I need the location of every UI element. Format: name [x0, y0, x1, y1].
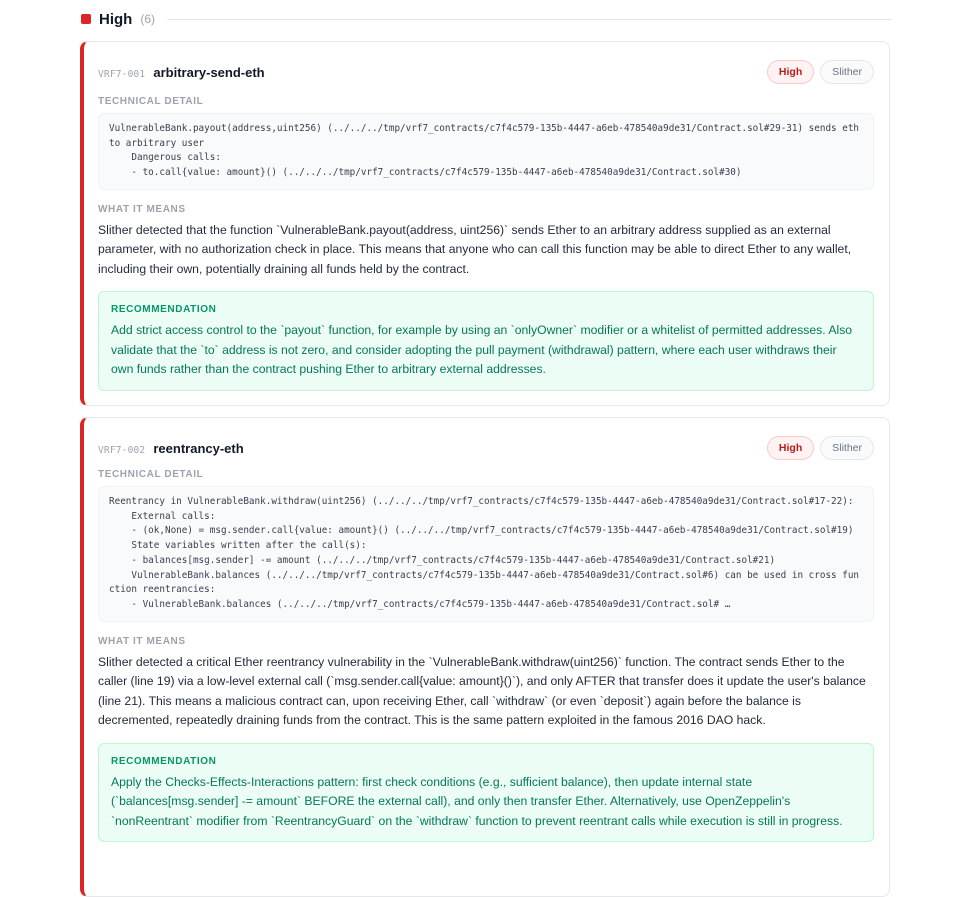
finding-header	[98, 42, 874, 102]
severity-color-indicator	[81, 14, 91, 24]
what-it-means-label: WHAT IT MEANS	[98, 203, 186, 215]
tool-badge: Slither	[820, 60, 874, 84]
what-it-means-text: Slither detected a critical Ether reentrancy vulnerability in the `VulnerableBank.withdraw(uint256)` function. The contract sends Ether to the caller (line 19) via a low-level external call (`msg.sender.call{value: amount}()`), and only AFTER that transfer does it update the user's balance (line 21). This means a malicious contract can, upon receiving Ether, call `withdraw` (or even `deposit`) again before the balance is decremented, repeatedly draining funds from the contract. This is the same pattern exploited in the famous 2016 DAO hack.	[98, 654, 866, 728]
technical-detail-code: Reentrancy in VulnerableBank.withdraw(uint256) (../../../tmp/vrf7_contracts/c7f4c579-135b-4447-a6eb-478540a9de31/Contract.sol#17-22): External calls: - (ok,None) = msg.sender.call{value: amount}() (../../../tmp/vrf7_contracts/c7f4c579-135b-4447-a6eb-478540a9de31/Contract.sol#19) State variables written after the call(s): - balances[msg.sender] -= amount (../../../tmp/vrf7_contracts/c7f4c579-135b-4447-a6eb-478540a9de31/Contract.sol#21) VulnerableBank.balances (../../../tmp/vrf7_contracts/c7f4c579-135b-4447-a6eb-478540a9de31/Contract.sol#6) can be used in cross function reentrancies: - VulnerableBank.balances (../../../tmp/vrf7_contracts/c7f4c579-135b-4447-a6eb-478540a9de31/Contract.sol# …	[98, 486, 874, 622]
recommendation-label: RECOMMENDATION	[111, 304, 217, 316]
section-divider	[167, 19, 891, 20]
recommendation-text: Apply the Checks-Effects-Interactions pattern: first check conditions (e.g., sufficient balance), then update internal state (`balances[msg.sender] -= amount` BEFORE the external call), and only then transfer Ether. Alternatively, use OpenZeppelin's `nonReentrant` modifier from `ReentrancyGuard` on the `withdraw` function to prevent reentrant calls while execution is still in progress.	[111, 774, 843, 828]
severity-section-header	[81, 8, 891, 30]
severity-badge: High	[767, 60, 814, 84]
finding-name: reentrancy-eth	[153, 440, 244, 456]
section-title: High	[99, 10, 133, 28]
technical-detail-label: TECHNICAL DETAIL	[98, 469, 204, 480]
technical-detail-code: VulnerableBank.payout(address,uint256) (../../../tmp/vrf7_contracts/c7f4c579-135b-4447-a6eb-478540a9de31/Contract.sol#29-31) sends eth to arbitrary user Dangerous calls: - to.call{value: amount}() (../../../tmp/vrf7_contracts/c7f4c579-135b-4447-a6eb-478540a9de31/Contract.sol#30)	[98, 113, 874, 190]
finding-card	[80, 417, 890, 897]
recommendation-text: Add strict access control to the `payout` function, for example by using an `onlyOwner` modifier or a whitelist of permitted addresses. Also validate that the `to` address is not zero, and consider adopting the pull payment (withdrawal) pattern, where each user withdraws their own funds rather than the contract pushing Ether to arbitrary external addresses.	[111, 323, 853, 377]
finding-card	[80, 41, 890, 406]
severity-badge: High	[767, 436, 814, 460]
finding-id: VRF7-002	[98, 444, 146, 456]
tool-badge: Slither	[820, 436, 874, 460]
recommendation-label: RECOMMENDATION	[111, 755, 217, 767]
what-it-means-label: WHAT IT MEANS	[98, 635, 186, 647]
what-it-means-text: Slither detected that the function `VulnerableBank.payout(address, uint256)` sends Ether to an arbitrary address supplied as an external parameter, with no authorization check in place. This means that anyone who can call this function may be able to direct Ether to any wallet, including their own, potentially draining all funds held by the contract.	[98, 222, 852, 276]
recommendation-box	[98, 291, 874, 391]
section-count: (6)	[140, 12, 155, 26]
technical-detail-label: TECHNICAL DETAIL	[98, 96, 204, 107]
finding-name: arbitrary-send-eth	[153, 64, 265, 80]
recommendation-box	[98, 743, 874, 843]
finding-id: VRF7-001	[98, 68, 146, 80]
